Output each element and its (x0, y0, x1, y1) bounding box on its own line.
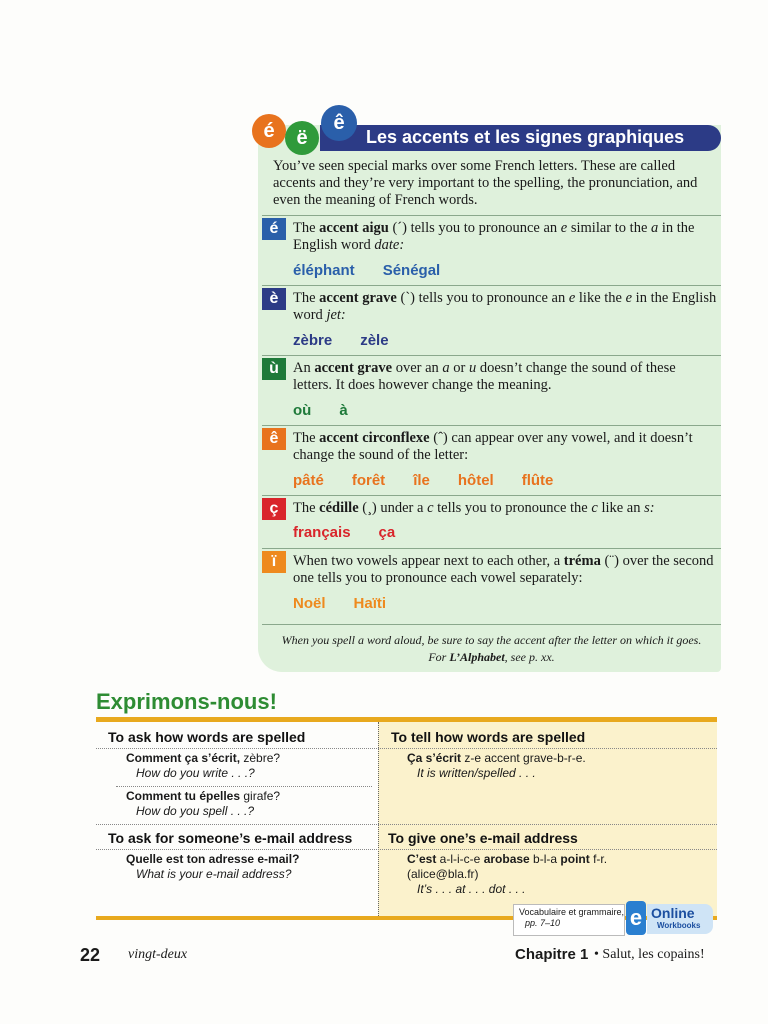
entry-quelle-adresse: Quelle est ton adresse e-mail? What is your e-mail address? (126, 852, 300, 881)
example-word: zèle (360, 332, 389, 349)
example-words (293, 332, 417, 349)
note-line-2: For L’Alphabet, see p. xx. (428, 650, 555, 664)
note-line-1: When you spell a word aloud, be sure to say the accent after the letter on which it goes. (281, 633, 702, 647)
example-word: Sénégal (382, 262, 441, 279)
example-word: flûte (521, 472, 554, 489)
divider (96, 824, 717, 825)
accent-badge: ù (262, 358, 286, 380)
accent-bubble-e-acute: é (252, 114, 286, 148)
online-label: Online (651, 905, 695, 921)
column-divider (378, 722, 379, 916)
header-give-email: To give one’s e-mail address (388, 830, 578, 846)
divider (96, 849, 717, 850)
rule-divider (262, 495, 721, 496)
panel-title: Les accents et les signes graphiques (366, 127, 685, 147)
accent-badge: ê (262, 428, 286, 450)
rule-divider (262, 215, 721, 216)
rule-divider (262, 355, 721, 356)
online-workbooks-link[interactable] (513, 901, 713, 935)
example-word: où (293, 402, 312, 419)
example-words (293, 262, 468, 279)
rule-divider (262, 285, 721, 286)
rule-text: When two vowels appear next to each other, a tréma (¨) over the second one tells you to pronounce each vowel separately: (293, 553, 714, 586)
accent-bubble-e-diaeresis: ë (285, 121, 319, 155)
divider (96, 748, 717, 749)
panel-note (262, 632, 721, 666)
rule-text: The accent circonflexe (ˆ) can appear over any vowel, and it doesn’t change the sound of the letter: (293, 430, 693, 463)
page-number: 22 (80, 945, 101, 965)
example-words (293, 402, 376, 419)
header-ask-email: To ask for someone’s e-mail address (108, 830, 353, 846)
entry-cest-email: C’est a-l-i-c-e arobase b-l-a point f-r. (alice@bla.fr) It’s . . . at . . . dot . . . (407, 852, 608, 896)
accent-badge: ï (262, 551, 286, 573)
example-word: ça (378, 524, 396, 541)
example-word: hôtel (457, 472, 494, 489)
example-word: Haïti (353, 595, 387, 612)
example-words (293, 595, 414, 612)
header-ask-spelling: To ask how words are spelled (108, 729, 306, 745)
entry-comment-tu-epelles: Comment tu épelles girafe? How do you spell . . .? (126, 789, 281, 818)
accent-badge: è (262, 288, 286, 310)
example-word: éléphant (293, 262, 355, 279)
chapter-label: Chapitre 1 (515, 946, 589, 963)
example-word: île (413, 472, 430, 489)
rule-text: The cédille (¸) under a c tells you to pronounce the c like an s: (293, 500, 655, 516)
header-tell-spelling: To tell how words are spelled (391, 729, 586, 745)
example-word: pâté (293, 472, 324, 489)
accent-badge: é (262, 218, 286, 240)
example-words (293, 524, 423, 541)
example-word: à (339, 402, 348, 419)
rule-divider (262, 624, 721, 625)
example-word: forêt (351, 472, 386, 489)
online-sub-label: Workbooks (657, 921, 701, 930)
expressions-table (96, 717, 717, 921)
example-word: Noël (293, 595, 326, 612)
rule-divider (262, 548, 721, 549)
rule-text: An accent grave over an a or u doesn’t change the sound of these letters. It does however change the meaning. (293, 360, 676, 393)
rule-divider (262, 425, 721, 426)
panel-intro: You’ve seen special marks over some French letters. These are called accents and they’re very important to the spelling, the pronunciation, and even the meaning of French words. (273, 158, 698, 208)
section-title: Exprimons-nous! (96, 689, 277, 714)
example-words (293, 472, 581, 489)
entry-comment-ca-secrit: Comment ça s’écrit, zèbre? How do you write . . .? (126, 751, 281, 780)
divider (116, 786, 372, 787)
rule-text: The accent aigu (´) tells you to pronounce an e similar to the a in the English word date: (293, 220, 695, 253)
entry-ca-secrit: Ça s’écrit z-e accent grave-b-r-e. It is written/spelled . . . (407, 751, 586, 780)
rule-text: The accent grave (`) tells you to pronounce an e like the e in the English word jet: (293, 290, 717, 323)
online-e-icon: e (626, 901, 646, 935)
page-number-word: vingt-deux (128, 947, 188, 962)
workbook-ref: Vocabulaire et grammaire, pp. 7–10 (519, 907, 625, 928)
example-word: français (293, 524, 351, 541)
accent-badge: ç (262, 498, 286, 520)
chapter-title: • Salut, les copains! (594, 947, 705, 962)
example-word: zèbre (293, 332, 333, 349)
accent-bubble-e-circumflex: ê (321, 105, 357, 141)
